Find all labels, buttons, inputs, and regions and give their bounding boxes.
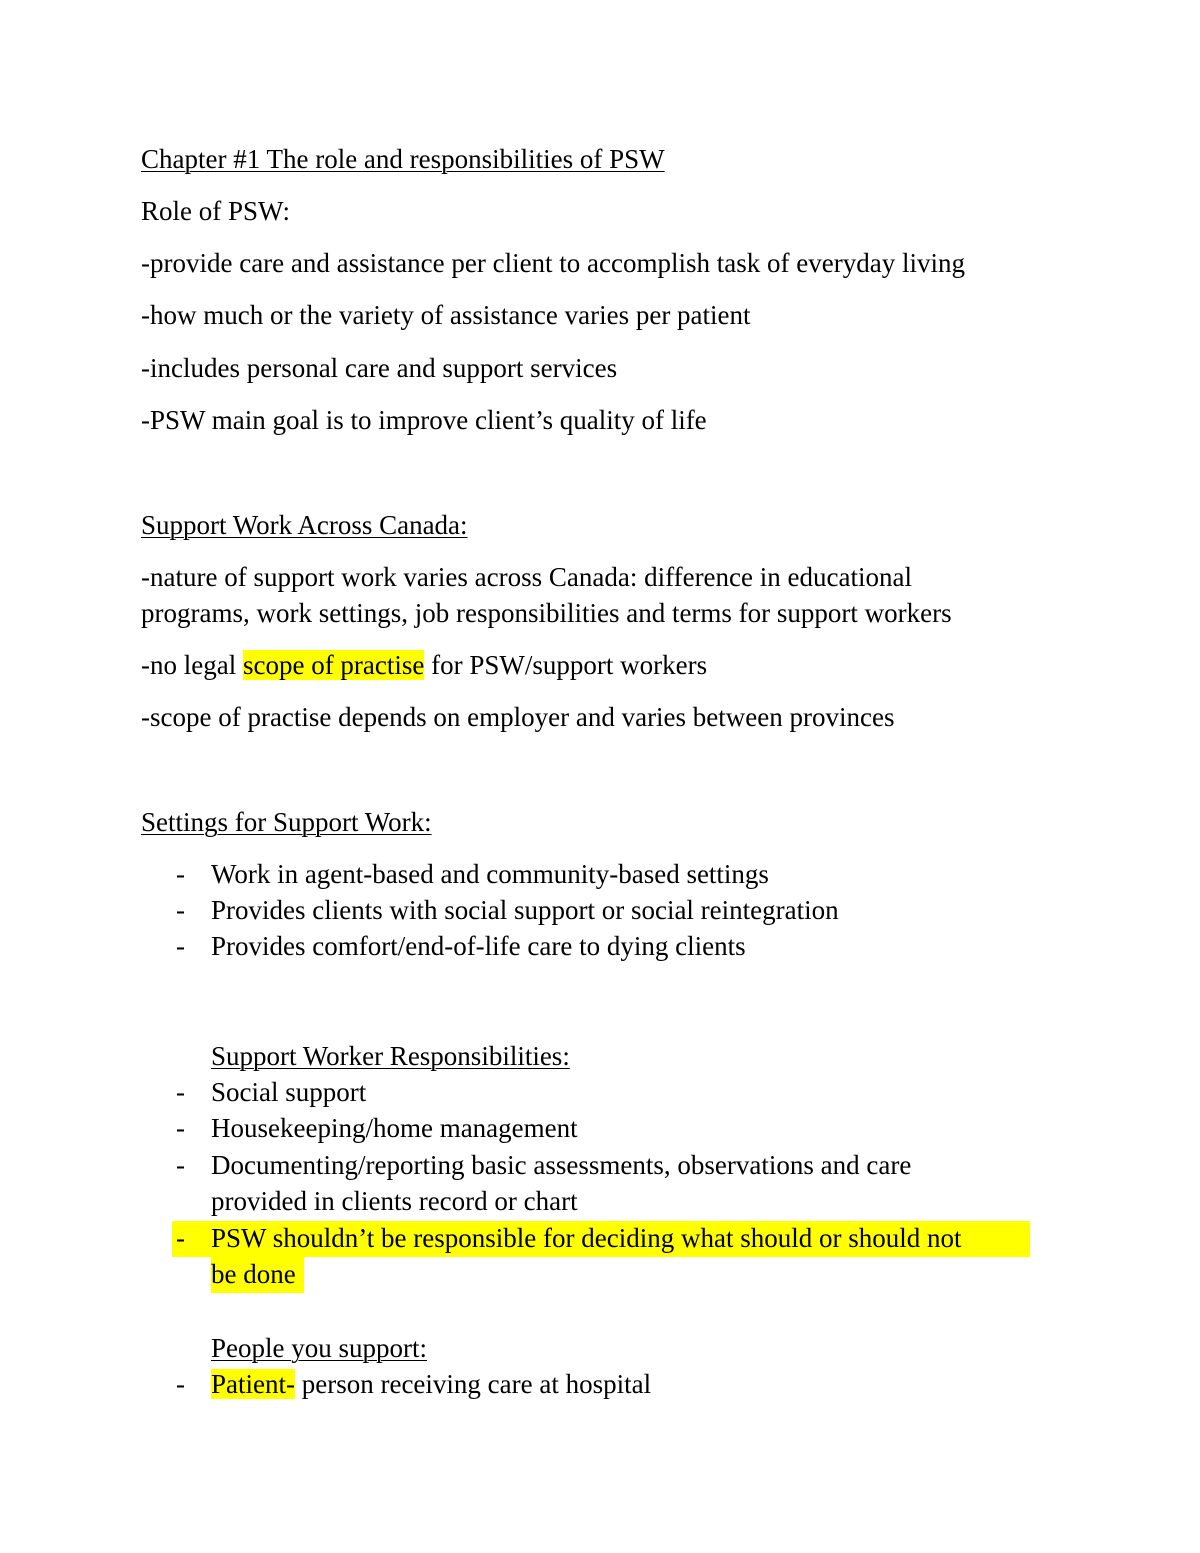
responsibilities-heading: Support Worker Responsibilities: <box>211 1041 570 1071</box>
role-item: -PSW main goal is to improve client’s quality of life <box>141 405 707 435</box>
highlighted-term-patient: Patient- <box>211 1369 295 1399</box>
canada-item-1-line-1: -nature of support work varies across Canada: difference in educational <box>141 562 912 592</box>
canada-heading: Support Work Across Canada: <box>141 510 468 540</box>
responsibility-item-line-2: provided in clients record or chart <box>211 1186 578 1216</box>
people-item-definition: person receiving care at hospital <box>294 1369 652 1399</box>
role-item: -provide care and assistance per client to accomplish task of everyday living <box>141 248 965 278</box>
canada-item-2 <box>141 647 707 683</box>
role-heading: Role of PSW: <box>141 196 291 226</box>
bullet-dash: - <box>176 1113 185 1143</box>
bullet-dash: - <box>176 1150 185 1180</box>
bullet-dash: - <box>176 1077 185 1107</box>
settings-item: Provides comfort/end-of-life care to dying clients <box>211 931 746 961</box>
canada-item-1-line-2: programs, work settings, job responsibilities and terms for support workers <box>141 598 952 628</box>
responsibility-item: Housekeeping/home management <box>211 1113 578 1143</box>
role-item: -includes personal care and support services <box>141 353 618 383</box>
people-heading: People you support: <box>211 1333 427 1363</box>
bullet-dash: - <box>176 1223 185 1253</box>
bullet-dash: - <box>176 895 185 925</box>
highlighted-responsibility-line-1: PSW shouldn’t be responsible for deciding what should or should not <box>211 1223 962 1253</box>
bullet-dash: - <box>176 1369 185 1399</box>
canada-item-2-pre: -no legal <box>141 650 243 680</box>
chapter-title: Chapter #1 The role and responsibilities of PSW <box>141 144 665 174</box>
canada-item-3: -scope of practise depends on employer and varies between provinces <box>141 702 895 732</box>
canada-item-2-post: for PSW/support workers <box>424 650 708 680</box>
settings-heading: Settings for Support Work: <box>141 807 432 837</box>
settings-item: Work in agent-based and community-based settings <box>211 859 769 889</box>
responsibility-item-line-1: Documenting/reporting basic assessments, observations and care <box>211 1150 912 1180</box>
role-item: -how much or the variety of assistance varies per patient <box>141 300 751 330</box>
bullet-dash: - <box>176 859 185 889</box>
highlighted-responsibility-line-2: be done <box>211 1259 296 1289</box>
highlighted-term-scope-of-practise: scope of practise <box>242 650 425 680</box>
people-item <box>211 1366 651 1402</box>
responsibility-item: Social support <box>211 1077 367 1107</box>
bullet-dash: - <box>176 931 185 961</box>
settings-item: Provides clients with social support or social reintegration <box>211 895 839 925</box>
